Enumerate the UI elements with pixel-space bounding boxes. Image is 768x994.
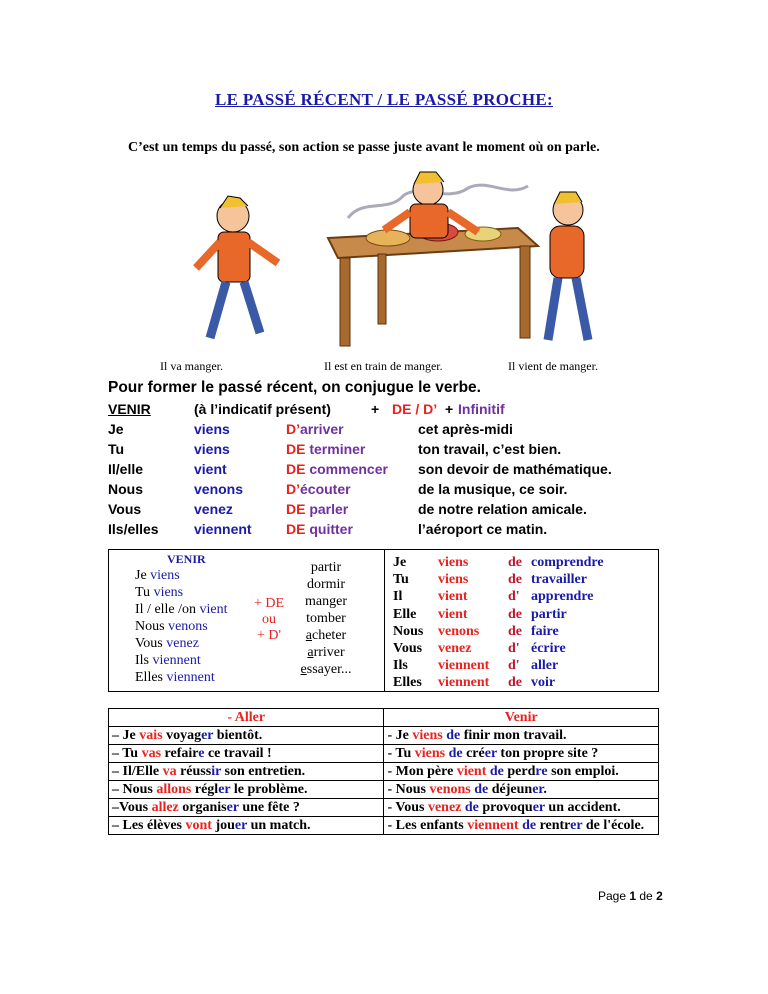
formula-plus-2: + <box>445 401 454 417</box>
caption-3: Il vient de manger. <box>508 359 598 373</box>
text-segment: un accident. <box>544 800 621 815</box>
text-segment: réuss <box>176 764 212 779</box>
conj-pronoun: Tu <box>108 441 125 457</box>
text-segment: er <box>532 800 545 815</box>
text-segment: allons <box>156 782 192 797</box>
conj-inf: terminer <box>305 441 366 457</box>
venir-conj-line: Je viens <box>135 568 180 583</box>
text-segment: voyag <box>162 728 202 743</box>
conj-rest: de la musique, ce soir. <box>418 481 568 497</box>
text-segment: viens <box>414 746 446 761</box>
table-divider <box>384 550 385 691</box>
venir-example <box>384 799 659 817</box>
conj-verb: vient <box>194 461 227 477</box>
conj-infinitive-group <box>286 521 353 537</box>
conj-prep: DE <box>286 441 306 457</box>
text-segment: viens <box>412 728 443 743</box>
aller-example <box>109 799 384 817</box>
text-segment: er <box>226 800 239 815</box>
prep-d: + D' <box>256 628 282 643</box>
text-segment: jou <box>211 818 235 833</box>
text-segment: de <box>445 746 463 761</box>
text-segment: - Je <box>387 728 413 743</box>
example-row: Il vient d' apprendre <box>393 589 594 605</box>
text-segment: vas <box>141 746 162 761</box>
conj-prep: DE <box>286 501 306 517</box>
prep-ou: ou <box>262 612 276 627</box>
example-row: Je viens de comprendre <box>393 555 604 570</box>
text-segment: - Vous <box>387 800 428 815</box>
text-segment: de l'école. <box>582 818 645 833</box>
venir-example <box>384 781 659 799</box>
venir-conjugation-list <box>135 567 228 686</box>
conj-row <box>108 461 668 479</box>
example-row: Nous venons de faire <box>393 623 559 639</box>
text-segment: venez <box>427 800 462 815</box>
conj-rest: son devoir de mathématique. <box>418 461 612 477</box>
venir-example <box>384 745 659 763</box>
header-aller: - Aller <box>109 709 384 727</box>
text-segment: de <box>461 800 479 815</box>
example-row: Elles viennent de voir <box>393 675 556 691</box>
table-row <box>109 727 659 745</box>
table-row <box>109 799 659 817</box>
page-number: Page 1 de 2 <box>598 889 663 903</box>
text-segment: re <box>535 764 548 779</box>
text-segment: –Vous <box>112 800 152 815</box>
conj-pronoun: Je <box>108 421 124 437</box>
venir-example <box>384 817 659 835</box>
conj-prep: D’ <box>286 481 300 497</box>
infinitive-item: tomber <box>306 611 346 626</box>
conj-pronoun: Il/elle <box>108 461 144 477</box>
conj-prep: DE <box>286 521 306 537</box>
text-segment: allez <box>151 800 179 815</box>
table-row <box>109 781 659 799</box>
formula-verb: VENIR <box>108 401 151 417</box>
text-segment: - Mon père <box>387 764 457 779</box>
formation-heading: Pour former le passé récent, on conjugue le verbe. <box>108 379 481 396</box>
venir-conj-line: Il / elle /on vient <box>135 602 228 617</box>
text-segment: provoqu <box>478 800 533 815</box>
table-row <box>109 745 659 763</box>
formula-infinitive: Infinitif <box>458 401 505 417</box>
text-segment: organis <box>178 800 227 815</box>
text-segment: régl <box>191 782 219 797</box>
text-segment: – Les élèves <box>112 818 186 833</box>
infinitive-item: dormir <box>306 577 346 592</box>
conj-infinitive-group <box>286 461 388 477</box>
conj-row <box>108 441 668 459</box>
text-segment: er <box>218 782 231 797</box>
infinitive-item: partir <box>310 560 342 575</box>
conj-rest: de notre relation amicale. <box>418 501 587 517</box>
table-row <box>109 817 659 835</box>
text-segment: une fête ? <box>238 800 300 815</box>
text-segment: rentr <box>536 818 571 833</box>
conj-rest: ton travail, c’est bien. <box>418 441 562 457</box>
infinitive-item: manger <box>305 594 347 609</box>
text-segment: vont <box>185 818 212 833</box>
conj-rest: l’aéroport ce matin. <box>418 521 548 537</box>
conj-infinitive-group <box>286 421 344 437</box>
caption-2: Il est en train de manger. <box>324 359 443 373</box>
header-venir: Venir <box>384 709 659 727</box>
text-segment: le problème. <box>230 782 308 797</box>
example-row: Ils viennent d' aller <box>393 658 559 674</box>
text-segment: de <box>518 818 537 833</box>
table-body <box>109 727 659 835</box>
conj-inf: commencer <box>305 461 388 477</box>
table-header-row <box>109 709 659 727</box>
conj-inf: parler <box>305 501 349 517</box>
conj-verb: viens <box>194 441 230 457</box>
conj-row <box>108 501 668 519</box>
conj-prep: DE <box>286 461 306 477</box>
text-segment: son entretien. <box>221 764 306 779</box>
example-row: Tu viens de travailler <box>393 572 587 588</box>
text-segment: - Les enfants <box>387 818 468 833</box>
venir-title: VENIR <box>167 552 206 566</box>
text-segment: e <box>198 746 205 761</box>
page-title: LE PASSÉ RÉCENT / LE PASSÉ PROCHE: <box>215 90 553 109</box>
example-row: Vous venez d' écrire <box>393 640 566 656</box>
text-segment: venons <box>429 782 471 797</box>
aller-example <box>109 745 384 763</box>
text-segment: de <box>470 782 489 797</box>
venir-conj-line: Tu viens <box>135 585 184 600</box>
venir-conj-line: Elles viennent <box>135 670 215 685</box>
conj-infinitive-group <box>286 441 365 457</box>
text-segment: perd <box>503 764 536 779</box>
conj-row <box>108 481 668 499</box>
conj-rest: cet après-midi <box>418 421 513 437</box>
conj-verb: viens <box>194 421 230 437</box>
venir-conj-line: Vous venez <box>135 636 199 651</box>
text-segment: refair <box>161 746 199 761</box>
conj-infinitive-group <box>286 501 348 517</box>
venir-example <box>384 727 659 745</box>
infinitive-item: arriver <box>307 645 345 660</box>
venir-conj-line: Ils viennent <box>135 653 201 668</box>
cartoon-illustration <box>148 168 620 376</box>
text-segment: bientôt. <box>213 728 263 743</box>
conj-verb: venez <box>194 501 233 517</box>
infinitive-item: acheter <box>305 628 347 643</box>
conj-inf: quitter <box>305 521 353 537</box>
text-segment: de <box>486 764 504 779</box>
text-segment: - Nous <box>387 782 430 797</box>
text-segment: – Tu <box>112 746 142 761</box>
intro-text: C’est un temps du passé, son action se passe juste avant le moment où on parle. <box>128 140 600 155</box>
aller-example <box>109 727 384 745</box>
aller-example <box>109 817 384 835</box>
prep-de: + DE <box>253 596 285 611</box>
example-row: Elle vient de partir <box>393 606 567 622</box>
text-segment: er <box>201 728 214 743</box>
text-segment: vient <box>456 764 487 779</box>
cartoon-svg <box>148 168 620 376</box>
text-segment: . <box>543 782 547 797</box>
aller-example <box>109 763 384 781</box>
text-segment: ton propre site ? <box>496 746 599 761</box>
aller-venir-table <box>108 708 659 835</box>
formula-plus-1: + <box>371 401 380 417</box>
conj-inf: écouter <box>300 481 351 497</box>
text-segment: de <box>442 728 461 743</box>
table-row <box>109 763 659 781</box>
conj-pronoun: Nous <box>108 481 143 497</box>
formula-prep: DE / D’ <box>392 401 438 417</box>
text-segment: déjeun <box>488 782 533 797</box>
text-segment: – Je <box>112 728 140 743</box>
venir-conj-line: Nous venons <box>135 619 208 634</box>
text-segment: mon travail. <box>489 728 567 743</box>
aller-example <box>109 781 384 799</box>
text-segment: vais <box>139 728 163 743</box>
text-segment: un match. <box>247 818 311 833</box>
text-segment: er <box>484 746 497 761</box>
conj-pronoun: Vous <box>108 501 142 517</box>
conj-pronoun: Ils/elles <box>108 521 159 537</box>
conj-row <box>108 421 668 439</box>
conj-prep: D’ <box>286 421 300 437</box>
text-segment: cré <box>462 746 485 761</box>
venir-examples <box>393 554 653 692</box>
conj-row <box>108 521 668 539</box>
infinitive-item: essayer... <box>300 662 352 677</box>
text-segment: er <box>532 782 544 797</box>
text-segment: er <box>234 818 248 833</box>
venir-table <box>108 549 659 692</box>
text-segment: ce travail ! <box>204 746 272 761</box>
conj-inf: arriver <box>300 421 344 437</box>
text-segment: va <box>162 764 177 779</box>
text-segment: er <box>570 818 583 833</box>
prep-group <box>249 596 289 644</box>
text-segment: ir <box>211 764 222 779</box>
text-segment: finir <box>460 728 490 743</box>
conj-verb: venons <box>194 481 244 497</box>
text-segment: - Tu <box>387 746 415 761</box>
text-segment: – Il/Elle <box>112 764 163 779</box>
text-segment: viennent <box>467 818 519 833</box>
venir-example <box>384 763 659 781</box>
conj-infinitive-group <box>286 481 351 497</box>
formula-row <box>108 401 668 419</box>
text-segment: – Nous <box>112 782 157 797</box>
caption-1: Il va manger. <box>160 359 223 373</box>
text-segment: son emploi. <box>547 764 619 779</box>
conj-verb: viennent <box>194 521 252 537</box>
formula-tense: (à l’indicatif présent) <box>194 401 331 417</box>
infinitive-list <box>291 559 361 678</box>
